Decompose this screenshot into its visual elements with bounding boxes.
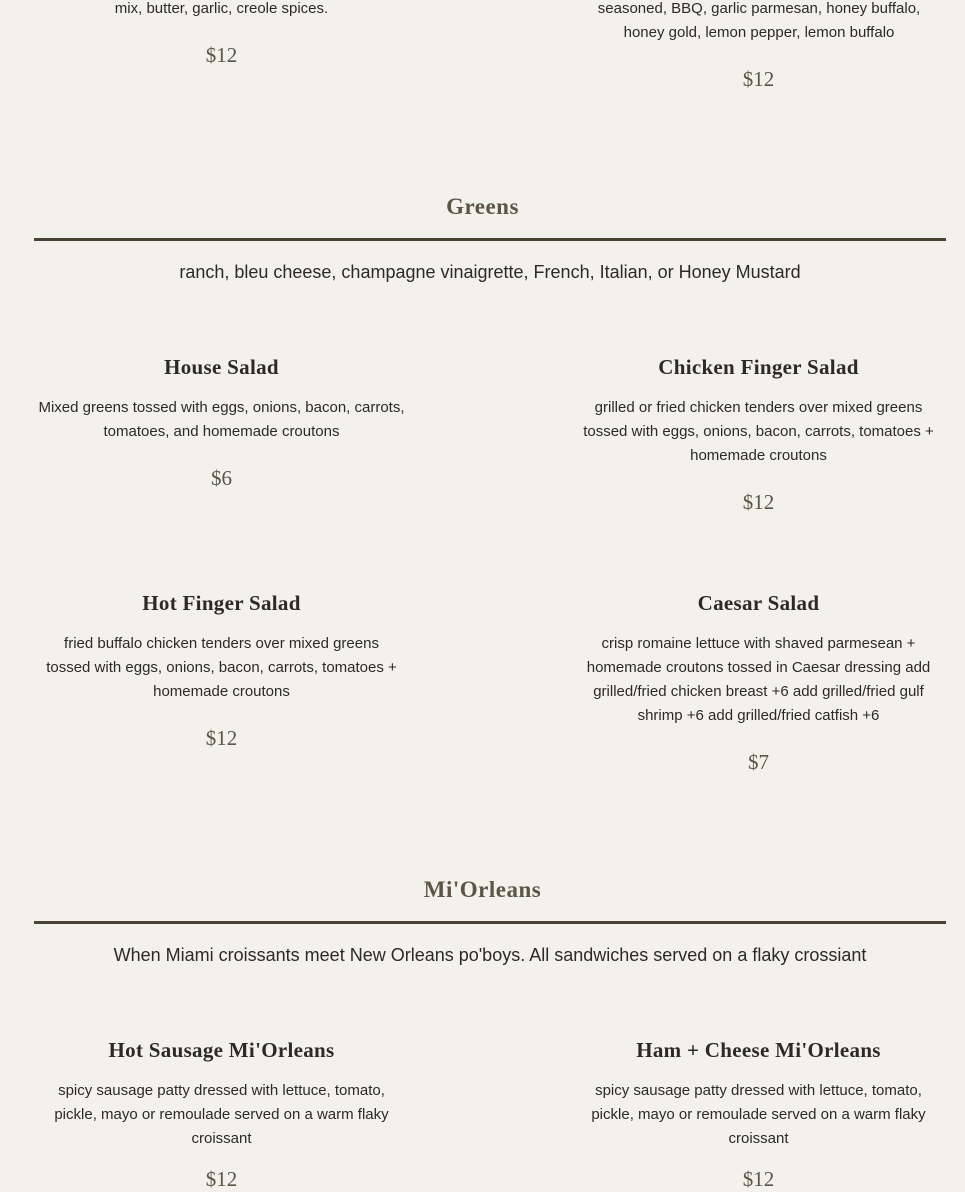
item-price: $7 xyxy=(748,750,769,774)
item-price: $12 xyxy=(205,1167,238,1191)
item-description: mix, butter, garlic, creole spices. xyxy=(114,0,329,17)
item-price: $12 xyxy=(205,43,238,67)
item-description: fried buffalo chicken tenders over mixed greens tossed with eggs, onions, bacon, carrots, tomatoes + homemade croutons xyxy=(46,635,397,700)
section-divider xyxy=(34,238,946,241)
item-description: spicy sausage patty dressed with lettuce, tomato, pickle, mayo or remoulade served on a warm flaky croissant xyxy=(54,1082,389,1147)
item-price: $12 xyxy=(742,1167,775,1191)
item-price: $12 xyxy=(742,67,775,91)
item-description: grilled or fried chicken tenders over mixed greens tossed with eggs, onions, bacon, carrots, tomatoes + homemade croutons xyxy=(583,399,934,464)
item-description: crisp romaine lettuce with shaved parmesean + homemade croutons tossed in Caesar dressing add grilled/fried chicken breast +6 add grilled/fried gulf shrimp +6 add grilled/fried catfish +6 xyxy=(586,635,931,724)
item-description: seasoned, BBQ, garlic parmesan, honey buffalo, honey gold, lemon pepper, lemon buffalo xyxy=(597,0,921,41)
item-name: House Salad xyxy=(164,355,279,379)
section-title-greens: Greens xyxy=(446,194,519,219)
section-note: ranch, bleu cheese, champagne vinaigrette, French, Italian, or Honey Mustard xyxy=(179,262,801,282)
item-description: Mixed greens tossed with eggs, onions, bacon, carrots, tomatoes, and homemade croutons xyxy=(38,399,405,440)
section-note: When Miami croissants meet New Orleans po'boys. All sandwiches served on a flaky crossiant xyxy=(113,945,867,965)
item-price: $12 xyxy=(205,726,238,750)
item-price: $6 xyxy=(211,466,232,490)
item-price: $12 xyxy=(742,490,775,514)
item-name: Caesar Salad xyxy=(697,591,820,615)
item-description: spicy sausage patty dressed with lettuce, tomato, pickle, mayo or remoulade served on a warm flaky croissant xyxy=(591,1082,926,1147)
item-name: Chicken Finger Salad xyxy=(658,355,859,379)
item-name: Hot Finger Salad xyxy=(142,591,301,615)
section-divider xyxy=(34,921,946,924)
section-title-miorleans: Mi'Orleans xyxy=(423,877,542,902)
item-name: Hot Sausage Mi'Orleans xyxy=(108,1038,335,1062)
item-name: Ham + Cheese Mi'Orleans xyxy=(636,1038,881,1062)
